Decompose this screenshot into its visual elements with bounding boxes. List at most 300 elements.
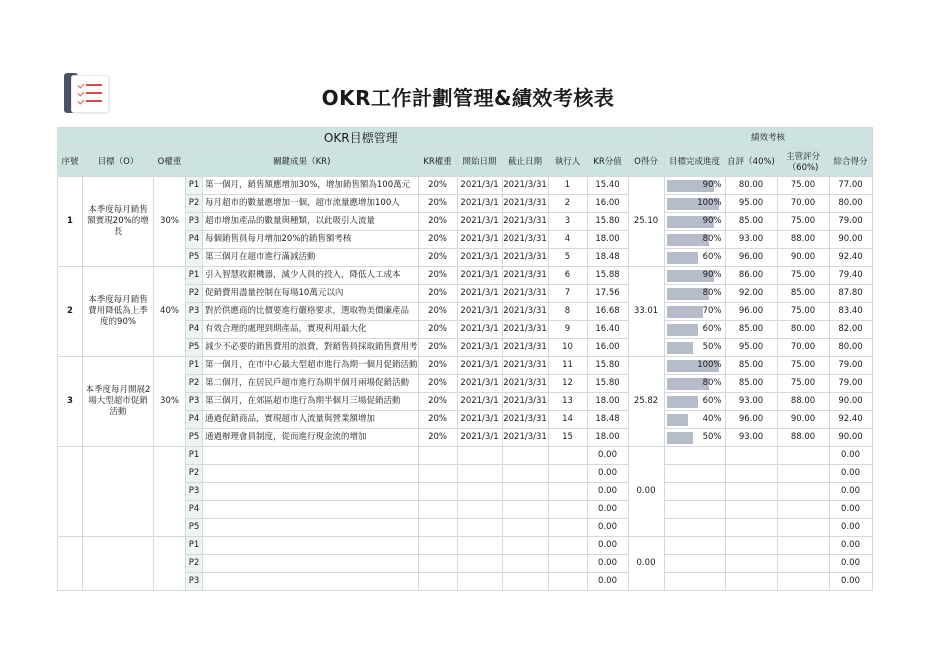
kr-code-cell: P5 xyxy=(186,519,203,537)
self-eval-cell: 92.00 xyxy=(725,285,777,303)
total-score-cell: 0.00 xyxy=(829,537,872,555)
total-score-cell: 0.00 xyxy=(829,519,872,537)
kr-code-cell: P1 xyxy=(186,537,203,555)
progress-label: 60% xyxy=(702,396,722,406)
kr-score-cell: 16.00 xyxy=(587,339,628,357)
progress-label: 100% xyxy=(697,360,722,370)
start-date-cell: 2021/3/1 xyxy=(457,393,502,411)
col-header-progress: 目標完成進度 xyxy=(664,149,725,177)
end-date-cell: 2021/3/31 xyxy=(502,195,548,213)
end-date-cell xyxy=(502,537,548,555)
total-score-cell: 0.00 xyxy=(829,465,872,483)
kr-score-cell: 0.00 xyxy=(587,555,628,573)
manager-score-cell: 70.00 xyxy=(777,339,829,357)
progress-cell xyxy=(664,177,725,195)
progress-label: 50% xyxy=(702,432,722,442)
total-score-cell: 92.40 xyxy=(829,249,872,267)
col-header-end-date: 截止日期 xyxy=(502,149,548,177)
progress-cell xyxy=(664,213,725,231)
progress-cell xyxy=(664,285,725,303)
kr-text-cell xyxy=(203,555,419,573)
kr-score-cell: 0.00 xyxy=(587,519,628,537)
start-date-cell: 2021/3/1 xyxy=(457,303,502,321)
kr-weight-cell xyxy=(418,537,457,555)
progress-label: 90% xyxy=(702,270,722,280)
progress-cell xyxy=(664,447,725,465)
table-body xyxy=(58,177,873,591)
group-header-performance: 績效考核 xyxy=(664,128,872,149)
owner-cell: 14 xyxy=(548,411,587,429)
end-date-cell: 2021/3/31 xyxy=(502,393,548,411)
kr-code-cell: P5 xyxy=(186,249,203,267)
kr-text-cell: 每個銷售員每月增加20%的銷售額考核 xyxy=(203,231,419,249)
self-eval-cell: 96.00 xyxy=(725,249,777,267)
kr-text-cell xyxy=(203,519,419,537)
seq-cell xyxy=(58,447,83,537)
o-score-cell: 0.00 xyxy=(628,447,664,537)
col-header-kr: 關鍵成果（KR) xyxy=(186,149,419,177)
kr-score-cell: 15.80 xyxy=(587,357,628,375)
kr-score-cell: 0.00 xyxy=(587,537,628,555)
progress-cell xyxy=(664,339,725,357)
end-date-cell: 2021/3/31 xyxy=(502,267,548,285)
self-eval-cell: 85.00 xyxy=(725,357,777,375)
owner-cell: 13 xyxy=(548,393,587,411)
col-header-start-date: 開始日期 xyxy=(457,149,502,177)
kr-score-cell: 0.00 xyxy=(587,483,628,501)
self-eval-cell xyxy=(725,447,777,465)
progress-cell xyxy=(664,429,725,447)
kr-code-cell: P1 xyxy=(186,177,203,195)
total-score-cell: 77.00 xyxy=(829,177,872,195)
kr-text-cell: 有效合理的處理到期產品，實現利用最大化 xyxy=(203,321,419,339)
progress-label: 80% xyxy=(702,378,722,388)
kr-score-cell: 18.00 xyxy=(587,231,628,249)
kr-score-cell: 18.48 xyxy=(587,249,628,267)
start-date-cell: 2021/3/1 xyxy=(457,195,502,213)
kr-text-cell xyxy=(203,573,419,591)
kr-text-cell xyxy=(203,483,419,501)
progress-cell xyxy=(664,465,725,483)
owner-cell xyxy=(548,483,587,501)
col-header-total: 綜合得分 xyxy=(829,149,872,177)
progress-cell xyxy=(664,393,725,411)
kr-weight-cell: 20% xyxy=(418,303,457,321)
progress-label: 80% xyxy=(702,234,722,244)
self-eval-cell xyxy=(725,519,777,537)
kr-weight-cell: 20% xyxy=(418,213,457,231)
kr-code-cell: P2 xyxy=(186,555,203,573)
kr-weight-cell: 20% xyxy=(418,375,457,393)
manager-score-cell: 88.00 xyxy=(777,393,829,411)
table-row xyxy=(58,177,873,195)
total-score-cell: 0.00 xyxy=(829,573,872,591)
kr-weight-cell: 20% xyxy=(418,321,457,339)
self-eval-cell xyxy=(725,555,777,573)
start-date-cell xyxy=(457,465,502,483)
total-score-cell: 79.00 xyxy=(829,357,872,375)
self-eval-cell: 95.00 xyxy=(725,195,777,213)
kr-weight-cell xyxy=(418,555,457,573)
manager-score-cell: 70.00 xyxy=(777,195,829,213)
owner-cell xyxy=(548,573,587,591)
progress-label: 70% xyxy=(702,306,722,316)
start-date-cell: 2021/3/1 xyxy=(457,429,502,447)
progress-cell xyxy=(664,267,725,285)
o-weight-cell xyxy=(154,447,186,537)
kr-text-cell: 第三個月，在郊區超市進行為期半個月三場促銷活動 xyxy=(203,393,419,411)
total-score-cell: 79.00 xyxy=(829,375,872,393)
self-eval-cell: 95.00 xyxy=(725,339,777,357)
manager-score-cell xyxy=(777,447,829,465)
kr-weight-cell: 20% xyxy=(418,429,457,447)
page-title: OKR工作計劃管理&績效考核表 xyxy=(321,86,615,110)
owner-cell: 3 xyxy=(548,213,587,231)
kr-score-cell: 18.00 xyxy=(587,429,628,447)
progress-label: 60% xyxy=(702,324,722,334)
manager-score-cell: 88.00 xyxy=(777,429,829,447)
self-eval-cell: 85.00 xyxy=(725,375,777,393)
self-eval-cell: 96.00 xyxy=(725,303,777,321)
o-weight-cell: 40% xyxy=(154,267,186,357)
kr-code-cell: P4 xyxy=(186,411,203,429)
progress-label: 50% xyxy=(702,342,722,352)
self-eval-cell: 85.00 xyxy=(725,213,777,231)
self-eval-cell: 93.00 xyxy=(725,429,777,447)
kr-code-cell: P2 xyxy=(186,285,203,303)
kr-weight-cell: 20% xyxy=(418,285,457,303)
progress-cell xyxy=(664,231,725,249)
total-score-cell: 82.00 xyxy=(829,321,872,339)
kr-code-cell: P2 xyxy=(186,195,203,213)
owner-cell: 2 xyxy=(548,195,587,213)
kr-code-cell: P3 xyxy=(186,303,203,321)
self-eval-cell: 93.00 xyxy=(725,393,777,411)
kr-weight-cell: 20% xyxy=(418,177,457,195)
kr-code-cell: P5 xyxy=(186,429,203,447)
progress-cell xyxy=(664,375,725,393)
end-date-cell: 2021/3/31 xyxy=(502,411,548,429)
kr-weight-cell: 20% xyxy=(418,231,457,249)
self-eval-cell xyxy=(725,483,777,501)
owner-cell: 5 xyxy=(548,249,587,267)
self-eval-cell: 86.00 xyxy=(725,267,777,285)
kr-text-cell: 對於供應商的比價要進行嚴格要求，選取物美價廉產品 xyxy=(203,303,419,321)
col-header-o-score: O得分 xyxy=(628,149,664,177)
self-eval-cell xyxy=(725,573,777,591)
total-score-cell: 80.00 xyxy=(829,339,872,357)
start-date-cell xyxy=(457,519,502,537)
table-row xyxy=(58,537,873,555)
kr-weight-cell xyxy=(418,519,457,537)
end-date-cell xyxy=(502,447,548,465)
progress-label: 40% xyxy=(702,414,722,424)
start-date-cell xyxy=(457,537,502,555)
kr-text-cell: 促銷費用盡量控制在每場10萬元以內 xyxy=(203,285,419,303)
total-score-cell: 0.00 xyxy=(829,501,872,519)
o-score-cell: 25.10 xyxy=(628,177,664,267)
end-date-cell: 2021/3/31 xyxy=(502,231,548,249)
end-date-cell xyxy=(502,519,548,537)
owner-cell: 8 xyxy=(548,303,587,321)
kr-text-cell xyxy=(203,501,419,519)
total-score-cell: 80.00 xyxy=(829,195,872,213)
kr-code-cell: P4 xyxy=(186,501,203,519)
o-weight-cell: 30% xyxy=(154,177,186,267)
kr-weight-cell xyxy=(418,447,457,465)
total-score-cell: 79.40 xyxy=(829,267,872,285)
progress-cell xyxy=(664,321,725,339)
start-date-cell: 2021/3/1 xyxy=(457,249,502,267)
kr-weight-cell xyxy=(418,483,457,501)
kr-code-cell: P2 xyxy=(186,375,203,393)
kr-code-cell: P3 xyxy=(186,483,203,501)
end-date-cell xyxy=(502,555,548,573)
total-score-cell: 0.00 xyxy=(829,447,872,465)
kr-text-cell: 減少不必要的銷售費用的浪費，對銷售員採取銷售費用考 xyxy=(203,339,419,357)
manager-score-cell: 75.00 xyxy=(777,303,829,321)
manager-score-cell xyxy=(777,555,829,573)
kr-weight-cell xyxy=(418,573,457,591)
self-eval-cell: 80.00 xyxy=(725,177,777,195)
objective-cell xyxy=(83,447,154,537)
kr-score-cell: 0.00 xyxy=(587,573,628,591)
end-date-cell: 2021/3/31 xyxy=(502,321,548,339)
kr-text-cell: 超市增加產品的數量與種類，以此吸引人流量 xyxy=(203,213,419,231)
kr-code-cell: P4 xyxy=(186,231,203,249)
col-header-o-weight: O權重 xyxy=(154,149,186,177)
start-date-cell: 2021/3/1 xyxy=(457,267,502,285)
kr-score-cell: 15.40 xyxy=(587,177,628,195)
o-weight-cell xyxy=(154,537,186,591)
kr-text-cell xyxy=(203,447,419,465)
manager-score-cell: 75.00 xyxy=(777,375,829,393)
owner-cell: 6 xyxy=(548,267,587,285)
kr-score-cell: 0.00 xyxy=(587,501,628,519)
self-eval-cell: 93.00 xyxy=(725,231,777,249)
total-score-cell: 90.00 xyxy=(829,429,872,447)
owner-cell: 7 xyxy=(548,285,587,303)
end-date-cell xyxy=(502,501,548,519)
o-weight-cell: 30% xyxy=(154,357,186,447)
manager-score-cell: 75.00 xyxy=(777,213,829,231)
progress-cell xyxy=(664,573,725,591)
end-date-cell: 2021/3/31 xyxy=(502,249,548,267)
total-score-cell: 92.40 xyxy=(829,411,872,429)
kr-score-cell: 18.48 xyxy=(587,411,628,429)
kr-text-cell xyxy=(203,537,419,555)
kr-text-cell: 第二個月，在居民戶超市進行為期半個月兩場促銷活動 xyxy=(203,375,419,393)
kr-code-cell: P5 xyxy=(186,339,203,357)
manager-score-cell: 75.00 xyxy=(777,177,829,195)
progress-label: 60% xyxy=(702,252,722,262)
start-date-cell xyxy=(457,555,502,573)
end-date-cell: 2021/3/31 xyxy=(502,285,548,303)
end-date-cell xyxy=(502,465,548,483)
manager-score-cell: 88.00 xyxy=(777,231,829,249)
kr-weight-cell: 20% xyxy=(418,195,457,213)
self-eval-cell xyxy=(725,537,777,555)
owner-cell xyxy=(548,447,587,465)
progress-cell xyxy=(664,483,725,501)
owner-cell: 11 xyxy=(548,357,587,375)
kr-code-cell: P1 xyxy=(186,267,203,285)
progress-label: 100% xyxy=(697,198,722,208)
kr-text-cell: 第一個月，在市中心最大型超市進行為期一個月促銷活動 xyxy=(203,357,419,375)
end-date-cell xyxy=(502,483,548,501)
kr-score-cell: 0.00 xyxy=(587,465,628,483)
seq-cell: 3 xyxy=(58,357,83,447)
owner-cell xyxy=(548,519,587,537)
end-date-cell: 2021/3/31 xyxy=(502,303,548,321)
kr-score-cell: 15.80 xyxy=(587,213,628,231)
end-date-cell: 2021/3/31 xyxy=(502,213,548,231)
col-header-self-eval: 自評（40%) xyxy=(725,149,777,177)
kr-weight-cell: 20% xyxy=(418,411,457,429)
progress-cell xyxy=(664,501,725,519)
total-score-cell: 90.00 xyxy=(829,393,872,411)
o-score-cell: 33.01 xyxy=(628,267,664,357)
kr-code-cell: P3 xyxy=(186,573,203,591)
o-score-cell: 0.00 xyxy=(628,537,664,591)
kr-weight-cell: 20% xyxy=(418,339,457,357)
seq-cell: 2 xyxy=(58,267,83,357)
manager-score-cell: 75.00 xyxy=(777,357,829,375)
total-score-cell: 90.00 xyxy=(829,231,872,249)
end-date-cell: 2021/3/31 xyxy=(502,177,548,195)
kr-score-cell: 15.88 xyxy=(587,267,628,285)
manager-score-cell xyxy=(777,537,829,555)
start-date-cell xyxy=(457,501,502,519)
o-score-cell: 25.82 xyxy=(628,357,664,447)
okr-table xyxy=(57,127,873,591)
start-date-cell: 2021/3/1 xyxy=(457,231,502,249)
self-eval-cell: 96.00 xyxy=(725,411,777,429)
start-date-cell xyxy=(457,447,502,465)
manager-score-cell: 75.00 xyxy=(777,267,829,285)
self-eval-cell: 85.00 xyxy=(725,321,777,339)
progress-cell xyxy=(664,537,725,555)
kr-weight-cell xyxy=(418,501,457,519)
progress-cell xyxy=(664,555,725,573)
kr-score-cell: 18.00 xyxy=(587,393,628,411)
kr-text-cell: 通過辦理會員制度，從而進行現金流的增加 xyxy=(203,429,419,447)
owner-cell xyxy=(548,537,587,555)
start-date-cell: 2021/3/1 xyxy=(457,339,502,357)
kr-text-cell: 第三個月在超市進行滿減活動 xyxy=(203,249,419,267)
self-eval-cell xyxy=(725,465,777,483)
progress-cell xyxy=(664,519,725,537)
owner-cell: 10 xyxy=(548,339,587,357)
kr-score-cell: 16.68 xyxy=(587,303,628,321)
start-date-cell: 2021/3/1 xyxy=(457,411,502,429)
owner-cell xyxy=(548,555,587,573)
owner-cell: 9 xyxy=(548,321,587,339)
end-date-cell: 2021/3/31 xyxy=(502,375,548,393)
kr-score-cell: 16.00 xyxy=(587,195,628,213)
owner-cell xyxy=(548,465,587,483)
col-header-owner: 執行人 xyxy=(548,149,587,177)
kr-score-cell: 0.00 xyxy=(587,447,628,465)
col-header-manager-score: 主管評分（60%) xyxy=(777,149,829,177)
manager-score-cell: 80.00 xyxy=(777,321,829,339)
start-date-cell: 2021/3/1 xyxy=(457,285,502,303)
col-header-kr-weight: KR權重 xyxy=(418,149,457,177)
kr-code-cell: P2 xyxy=(186,465,203,483)
progress-cell xyxy=(664,357,725,375)
owner-cell: 15 xyxy=(548,429,587,447)
manager-score-cell xyxy=(777,573,829,591)
owner-cell xyxy=(548,501,587,519)
kr-weight-cell: 20% xyxy=(418,393,457,411)
kr-weight-cell: 20% xyxy=(418,357,457,375)
end-date-cell: 2021/3/31 xyxy=(502,357,548,375)
kr-code-cell: P1 xyxy=(186,357,203,375)
owner-cell: 1 xyxy=(548,177,587,195)
objective-cell xyxy=(83,537,154,591)
total-score-cell: 0.00 xyxy=(829,483,872,501)
kr-score-cell: 16.40 xyxy=(587,321,628,339)
kr-weight-cell: 20% xyxy=(418,249,457,267)
manager-score-cell: 90.00 xyxy=(777,411,829,429)
progress-label: 90% xyxy=(702,180,722,190)
kr-code-cell: P3 xyxy=(186,213,203,231)
end-date-cell: 2021/3/31 xyxy=(502,339,548,357)
kr-score-cell: 15.80 xyxy=(587,375,628,393)
seq-cell: 1 xyxy=(58,177,83,267)
total-score-cell: 83.40 xyxy=(829,303,872,321)
kr-code-cell: P3 xyxy=(186,393,203,411)
progress-cell xyxy=(664,249,725,267)
kr-weight-cell: 20% xyxy=(418,267,457,285)
seq-cell xyxy=(58,537,83,591)
kr-text-cell xyxy=(203,465,419,483)
owner-cell: 12 xyxy=(548,375,587,393)
kr-weight-cell xyxy=(418,465,457,483)
col-header-seq: 序號 xyxy=(58,149,83,177)
total-score-cell: 79.00 xyxy=(829,213,872,231)
objective-cell: 本季度每月銷售費用降低為上季度的90% xyxy=(83,267,154,357)
manager-score-cell xyxy=(777,465,829,483)
start-date-cell: 2021/3/1 xyxy=(457,357,502,375)
objective-cell: 本季度每月銷售額實現20%的增長 xyxy=(83,177,154,267)
start-date-cell: 2021/3/1 xyxy=(457,375,502,393)
start-date-cell: 2021/3/1 xyxy=(457,177,502,195)
total-score-cell: 0.00 xyxy=(829,555,872,573)
start-date-cell xyxy=(457,483,502,501)
end-date-cell: 2021/3/31 xyxy=(502,429,548,447)
total-score-cell: 87.80 xyxy=(829,285,872,303)
progress-cell xyxy=(664,411,725,429)
start-date-cell xyxy=(457,573,502,591)
kr-code-cell: P4 xyxy=(186,321,203,339)
start-date-cell: 2021/3/1 xyxy=(457,321,502,339)
kr-text-cell: 引入智慧收銀機器，減少人員的投入，降低人工成本 xyxy=(203,267,419,285)
table-row xyxy=(58,267,873,285)
progress-label: 80% xyxy=(702,288,722,298)
kr-code-cell: P1 xyxy=(186,447,203,465)
kr-text-cell: 每月超市的數量應增加一個，超市流量應增加100人 xyxy=(203,195,419,213)
manager-score-cell: 85.00 xyxy=(777,285,829,303)
manager-score-cell xyxy=(777,519,829,537)
manager-score-cell xyxy=(777,501,829,519)
progress-cell xyxy=(664,195,725,213)
end-date-cell xyxy=(502,573,548,591)
start-date-cell: 2021/3/1 xyxy=(457,213,502,231)
table-row xyxy=(58,357,873,375)
manager-score-cell: 90.00 xyxy=(777,249,829,267)
table-row xyxy=(58,447,873,465)
